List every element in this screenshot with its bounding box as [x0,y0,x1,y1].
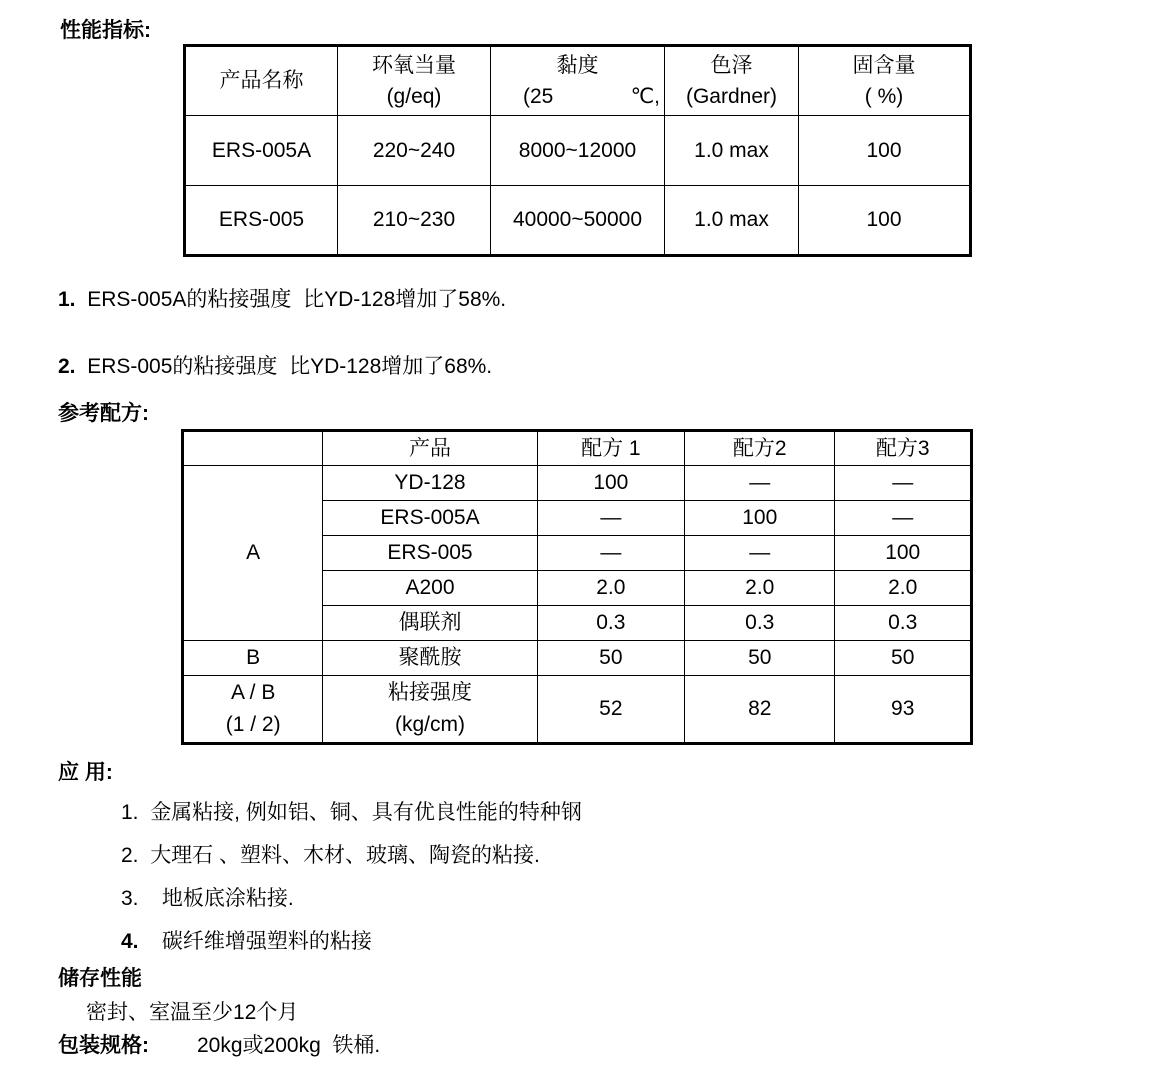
application-item [121,925,372,955]
formula-cell-f1: 50 [537,641,684,676]
formula-row [183,641,972,676]
formula-cell-f3: 93 [835,676,972,744]
application-title: 应 用: [58,761,113,784]
spec-cell-color: 1.0 max [665,186,799,256]
storage-title: 储存性能 [58,967,142,990]
spec-cell-name: ERS-005 [185,186,338,256]
spec-header-solid [799,46,971,116]
note-2-text: ERS-005的粘接强度 比YD-128增加了68%. [87,355,493,378]
formula-cell-f2: 82 [685,676,835,744]
formula-cell-f1: 0.3 [537,606,684,641]
formula-cell-f2: — [685,466,835,501]
formula-header-product: 产品 [323,431,537,466]
formula-header-row [183,431,972,466]
spec-header-name: 产品名称 [185,46,338,116]
packaging-text: 20kg或200kg 铁桶. [197,1034,381,1057]
spec-header-epoxy-line2: (g/eq) [386,85,442,108]
spec-header-epoxy [338,46,491,116]
spec-cell-name: ERS-005A [185,116,338,186]
performance-title: 性能指标: [60,19,151,42]
formula-cell-product: ERS-005A [323,501,537,536]
formula-header-f1: 配方 1 [537,431,684,466]
formula-cell-f1: — [537,536,684,571]
formula-cell-product: 聚酰胺 [323,641,537,676]
application-item [121,882,294,912]
note-2 [58,350,492,380]
formula-cell-product-line1: 粘接强度 [388,681,472,704]
spec-table [183,44,972,257]
formula-cell-f3: 50 [835,641,972,676]
formula-cell-product: ERS-005 [323,536,537,571]
note-2-number: 2. [58,355,76,378]
formula-cell-f1: 2.0 [537,571,684,606]
spec-cell-viscosity: 40000~50000 [491,186,665,256]
formula-title: 参考配方: [58,402,149,425]
formula-header-f2: 配方2 [685,431,835,466]
application-item-text: 大理石 、塑料、木材、玻璃、陶瓷的粘接. [150,844,540,867]
note-1-text: ERS-005A的粘接强度 比YD-128增加了58%. [87,288,507,311]
formula-cell-f3: — [835,466,972,501]
spec-row [185,116,971,186]
formula-row [183,466,972,501]
formula-header-blank [183,431,323,466]
formula-group-ab-line2: (1 / 2) [225,713,281,736]
formula-cell-product: YD-128 [323,466,537,501]
application-item-number: 2. [121,844,139,867]
formula-cell-product-line2: (kg/cm) [395,713,465,736]
formula-cell-f3: 0.3 [835,606,972,641]
application-item [121,796,582,826]
application-item-number: 1. [121,801,139,824]
application-item-text: 碳纤维增强塑料的粘接 [161,930,372,953]
spec-cell-viscosity: 8000~12000 [491,116,665,186]
spec-header-epoxy-line1: 环氧当量 [372,54,456,77]
formula-cell-product [323,676,537,744]
application-item-number: 4. [121,930,139,953]
formula-group-ab-line1: A / B [231,681,276,704]
formula-cell-product: 偶联剂 [323,606,537,641]
packaging-title: 包装规格: [58,1034,149,1057]
spec-cell-epoxy: 210~230 [338,186,491,256]
formula-cell-f2: 100 [685,501,835,536]
spec-header-color [665,46,799,116]
application-item-text: 金属粘接, 例如铝、铜、具有优良性能的特种钢 [150,801,582,824]
spec-header-row [185,46,971,116]
formula-row [183,676,972,744]
formula-table [181,429,973,745]
spec-header-viscosity-line1: 黏度 [556,54,599,77]
formula-group-ab [183,676,323,744]
formula-cell-f3: 100 [835,536,972,571]
spec-header-viscosity-unit: ℃, [630,85,660,108]
spec-header-viscosity-line2 [491,81,664,112]
application-item-text: 地板底涂粘接. [161,887,294,910]
spec-cell-epoxy: 220~240 [338,116,491,186]
formula-cell-product: A200 [323,571,537,606]
formula-group-b: B [183,641,323,676]
formula-cell-f2: — [685,536,835,571]
spec-header-viscosity [491,46,665,116]
formula-cell-f2: 0.3 [685,606,835,641]
spec-cell-solid: 100 [799,116,971,186]
storage-text: 密封、室温至少12个月 [86,1001,299,1024]
note-1 [58,283,506,313]
formula-cell-f1: 100 [537,466,684,501]
formula-cell-f2: 2.0 [685,571,835,606]
formula-header-f3: 配方3 [835,431,972,466]
spec-header-solid-line1: 固含量 [852,54,916,77]
spec-header-viscosity-temp: (25 [523,85,554,108]
formula-cell-f1: — [537,501,684,536]
formula-group-a: A [183,466,323,641]
note-1-number: 1. [58,288,76,311]
spec-header-solid-line2: ( %) [864,85,904,108]
spec-cell-color: 1.0 max [665,116,799,186]
spec-header-color-line1: 色泽 [710,54,753,77]
application-item [121,839,540,869]
formula-cell-f2: 50 [685,641,835,676]
spec-header-color-line2: (Gardner) [685,85,778,108]
formula-cell-f1: 52 [537,676,684,744]
spec-cell-solid: 100 [799,186,971,256]
application-item-number: 3. [121,887,139,910]
spec-row [185,186,971,256]
formula-cell-f3: 2.0 [835,571,972,606]
formula-cell-f3: — [835,501,972,536]
